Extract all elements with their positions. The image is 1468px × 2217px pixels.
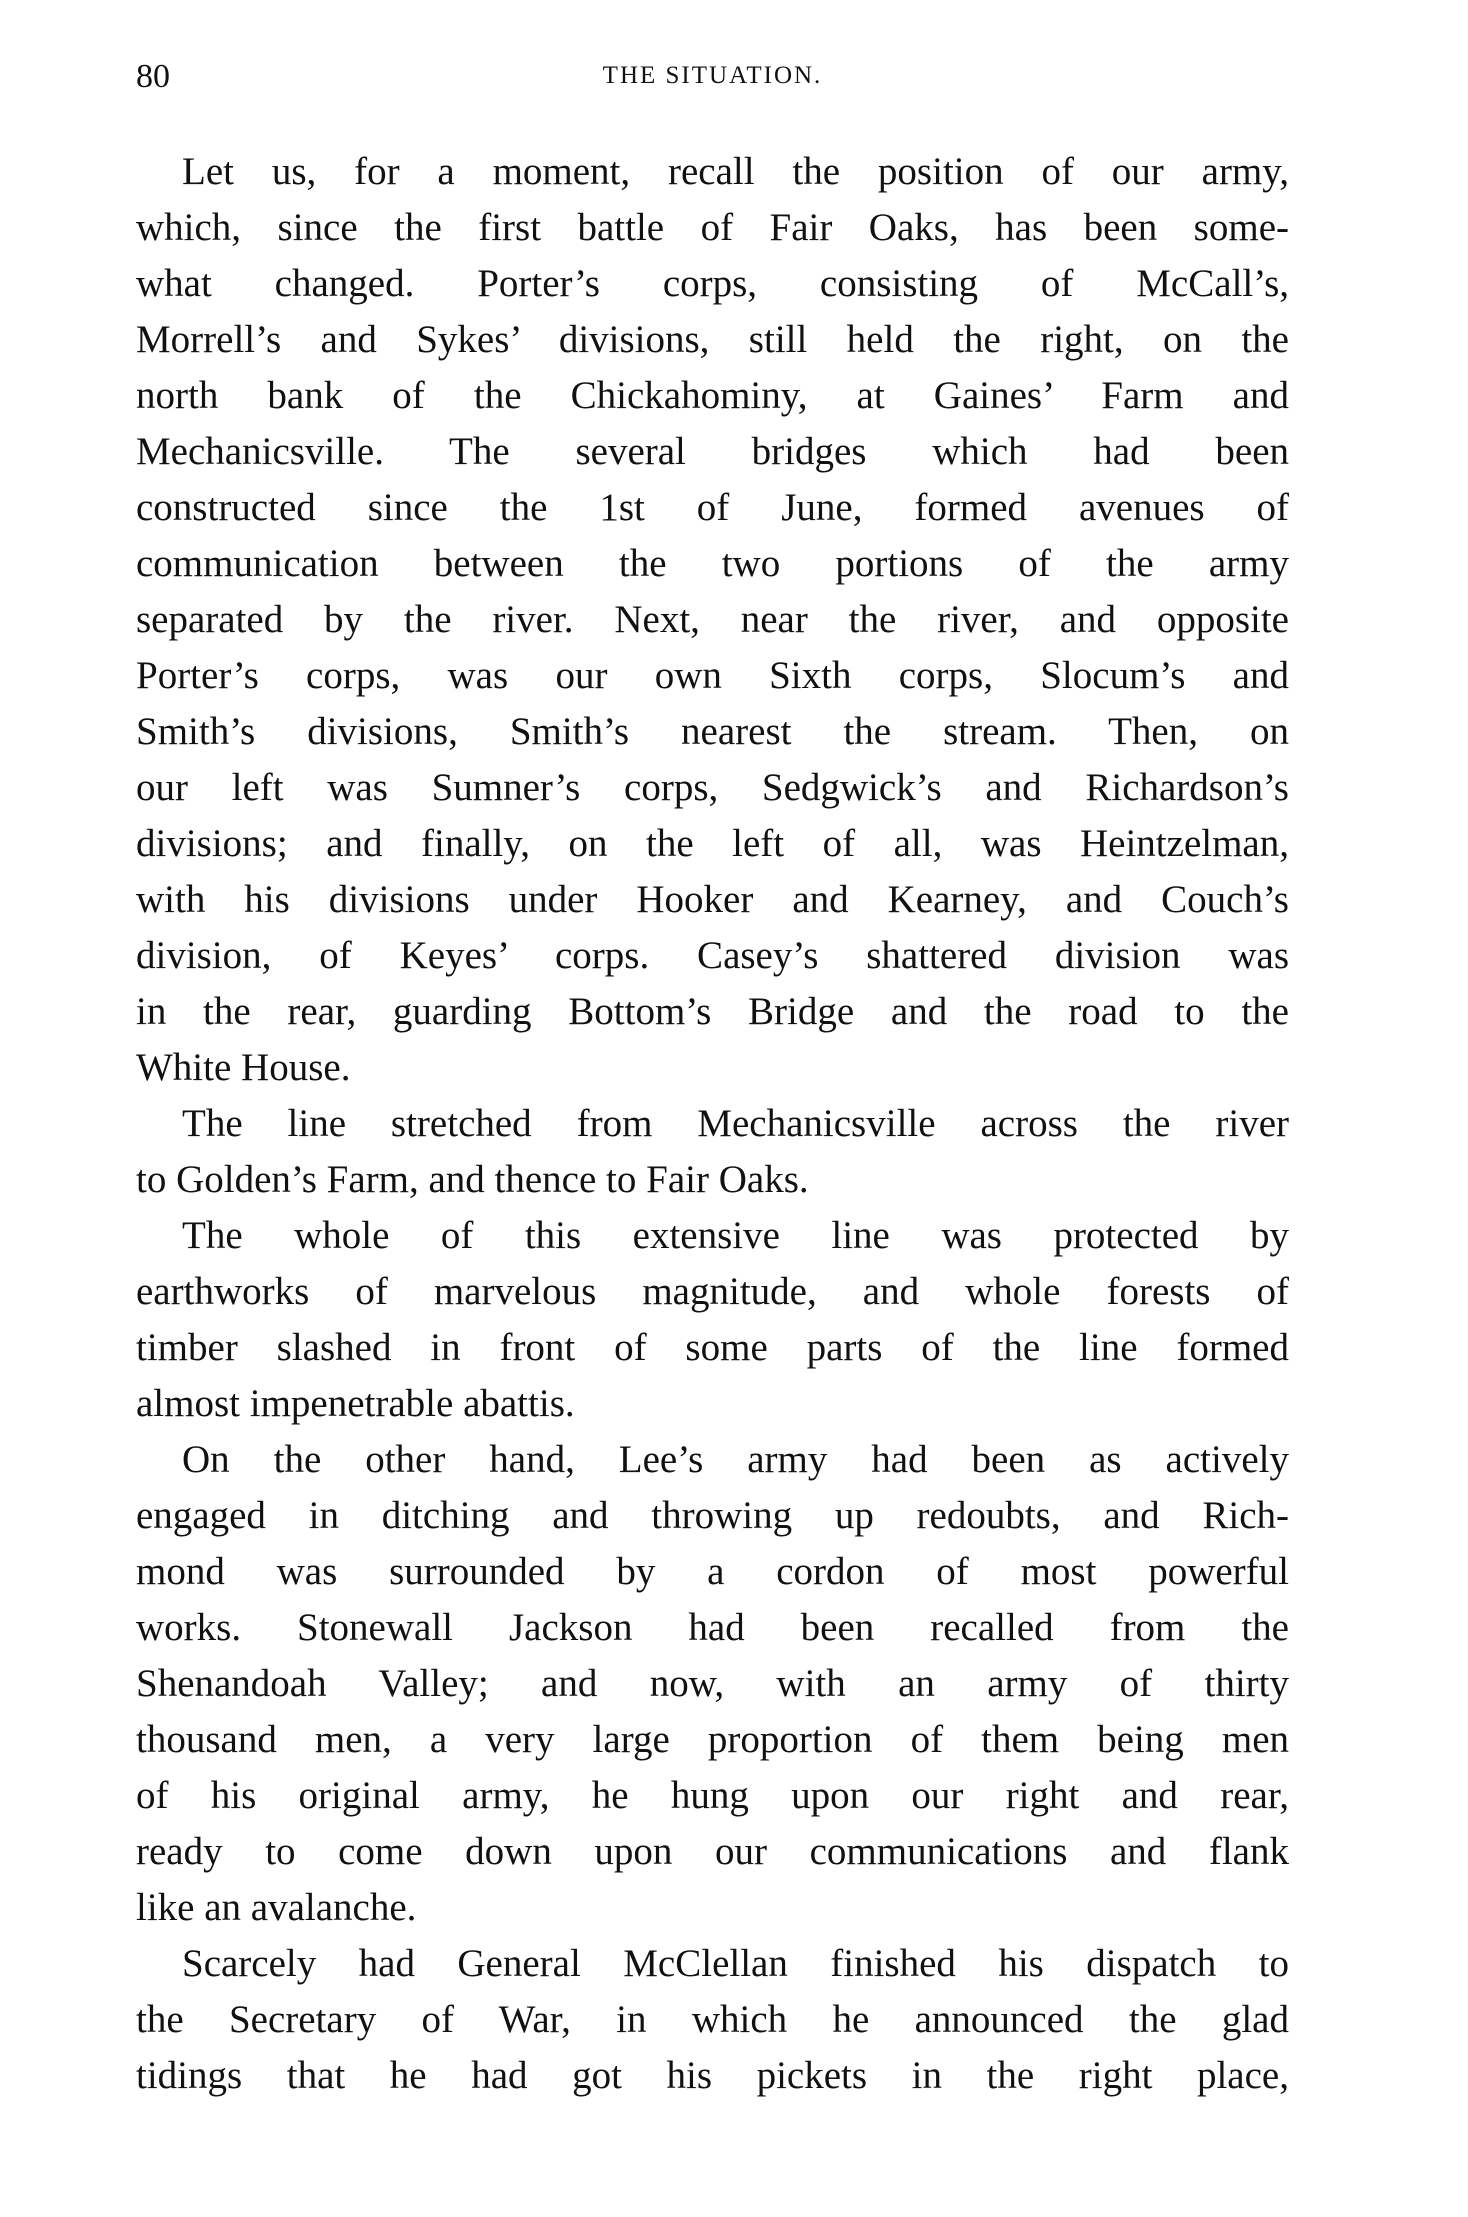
text-line: Shenandoah Valley; and now, with an army of thirty: [136, 1662, 1289, 1705]
text-line: Scarcely had General McClellan finished his dispatch to: [182, 1942, 1289, 1985]
text-line: communication between the two portions of the army: [136, 542, 1289, 585]
paragraph: [136, 1096, 1289, 1208]
text-line: White House.: [136, 1046, 351, 1089]
text-line: of his original army, he hung upon our right and rear,: [136, 1774, 1289, 1817]
text-line: what changed. Porter’s corps, consisting of McCall’s,: [136, 262, 1289, 305]
text-line: Smith’s divisions, Smith’s nearest the stream. Then, on: [136, 710, 1289, 753]
page-number: 80: [136, 58, 170, 95]
paragraph: [136, 1432, 1289, 1936]
running-title: THE SITUATION.: [602, 62, 823, 89]
body-text: [136, 144, 1289, 2104]
text-line: ready to come down upon our communications and flank: [136, 1830, 1289, 1873]
text-line: our left was Sumner’s corps, Sedgwick’s and Richardson’s: [136, 766, 1289, 809]
text-line: Let us, for a moment, recall the position of our army,: [182, 150, 1289, 193]
text-line: tidings that he had got his pickets in the right place,: [136, 2054, 1289, 2097]
text-line: thousand men, a very large proportion of them being men: [136, 1718, 1289, 1761]
text-line: timber slashed in front of some parts of the line formed: [136, 1326, 1289, 1369]
text-line: the Secretary of War, in which he announced the glad: [136, 1998, 1289, 2041]
text-line: works. Stonewall Jackson had been recalled from the: [136, 1606, 1289, 1649]
text-line: almost impenetrable abattis.: [136, 1382, 575, 1425]
text-line: earthworks of marvelous magnitude, and whole forests of: [136, 1270, 1289, 1313]
text-line: division, of Keyes’ corps. Casey’s shattered division was: [136, 934, 1289, 977]
text-line: in the rear, guarding Bottom’s Bridge and the road to the: [136, 990, 1289, 1033]
paragraph: [136, 1208, 1289, 1432]
text-line: like an avalanche.: [136, 1886, 417, 1929]
text-line: Porter’s corps, was our own Sixth corps, Slocum’s and: [136, 654, 1289, 697]
running-head: [136, 58, 1289, 102]
text-line: north bank of the Chickahominy, at Gaines’ Farm and: [136, 374, 1289, 417]
paragraph: [136, 1936, 1289, 2104]
paragraph: [136, 144, 1289, 1096]
text-line: The whole of this extensive line was protected by: [182, 1214, 1289, 1257]
text-line: Mechanicsville. The several bridges which had been: [136, 430, 1289, 473]
text-line: separated by the river. Next, near the river, and opposite: [136, 598, 1289, 641]
text-line: mond was surrounded by a cordon of most powerful: [136, 1550, 1289, 1593]
text-line: to Golden’s Farm, and thence to Fair Oaks.: [136, 1158, 809, 1201]
text-line: On the other hand, Lee’s army had been as actively: [182, 1438, 1289, 1481]
text-line: Morrell’s and Sykes’ divisions, still held the right, on the: [136, 318, 1289, 361]
text-line: The line stretched from Mechanicsville across the river: [182, 1102, 1289, 1145]
text-line: engaged in ditching and throwing up redoubts, and Rich-: [136, 1494, 1289, 1537]
text-line: which, since the first battle of Fair Oaks, has been some-: [136, 206, 1289, 249]
text-line: constructed since the 1st of June, formed avenues of: [136, 486, 1289, 529]
text-line: with his divisions under Hooker and Kearney, and Couch’s: [136, 878, 1289, 921]
text-line: divisions; and finally, on the left of all, was Heintzelman,: [136, 822, 1289, 865]
